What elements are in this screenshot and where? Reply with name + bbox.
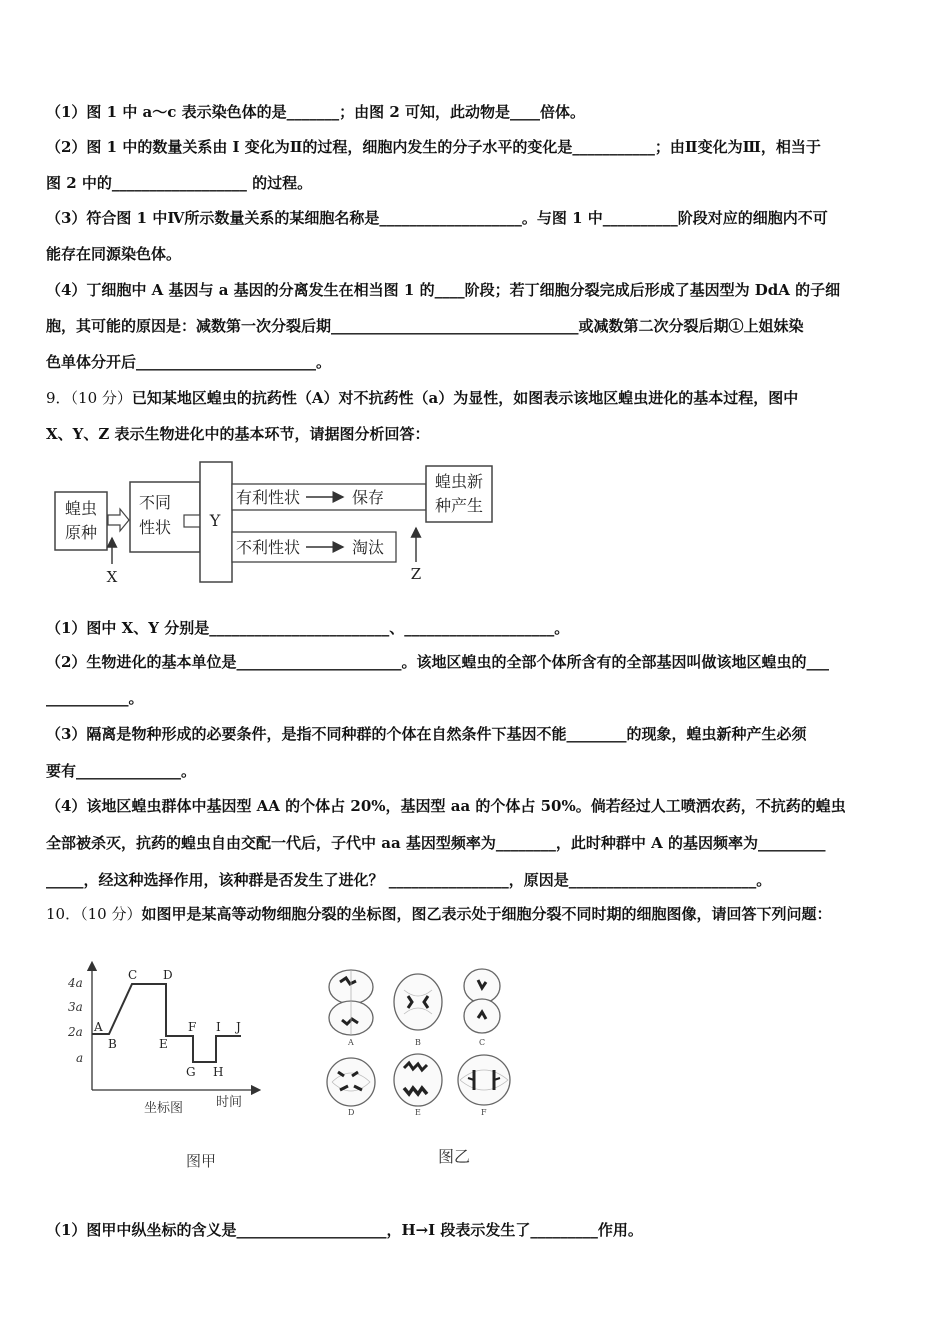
point-e: E	[159, 1037, 168, 1051]
cell-a	[329, 970, 373, 1047]
q9-part2-line2: ___________。	[46, 689, 144, 707]
cell-e-label: E	[415, 1108, 421, 1117]
figure-b-cells	[318, 960, 528, 1175]
point-d: D	[163, 968, 173, 982]
unfavorable-traits: 不利性状	[236, 538, 301, 557]
q8-part4-line3: 色单体分开后________________________。	[46, 353, 332, 371]
cell-d-label: D	[348, 1108, 355, 1117]
cell-c-label: C	[479, 1038, 486, 1047]
box-new-species-line2: 种产生	[434, 496, 484, 515]
box-original-line2: 原种	[64, 523, 98, 542]
point-h: H	[213, 1065, 224, 1079]
box-new-species-line1: 蝗虫新	[434, 472, 484, 491]
point-j: J	[236, 1020, 241, 1034]
q9-score: （10 分）	[70, 389, 132, 407]
keep-label: 保存	[352, 488, 385, 507]
q10-score: （10 分）	[80, 905, 142, 923]
q9-stem-line1	[46, 388, 798, 408]
q8-part4-line2: 胞，其可能的原因是：减数第一次分裂后期_________________________________或减数第二次分裂后期①上姐妹染	[46, 317, 804, 335]
q9-part4-line2: 全部被杀灭，抗药的蝗虫自由交配一代后，子代中 aa 基因型频率为________，此时种群中 A 的基因频率为_________	[46, 834, 826, 852]
figure-b-caption: 图乙	[438, 1147, 471, 1166]
label-z: Z	[410, 565, 422, 583]
q9-part3-line1: （3）隔离是物种形成的必要条件，是指不同种群的个体在自然条件下基因不能________的现象，蝗虫新种产生必须	[46, 725, 807, 743]
q8-part1: （1）图 1 中 a～c 表示染色体的是_______；由图 2 可知，此动物是____倍体。	[46, 103, 585, 121]
q8-part2-line1: （2）图 1 中的数量关系由 I 变化为Ⅱ的过程，细胞内发生的分子水平的变化是___________；由Ⅱ变化为Ⅲ，相当于	[46, 138, 821, 156]
q9-number: 9．	[46, 389, 71, 407]
q9-part4-line1: （4）该地区蝗虫群体中基因型 AA 的个体占 20%，基因型 aa 的个体占 50%。倘若经过人工喷洒农药，不抗药的蝗虫	[46, 797, 846, 815]
box-traits-line1: 不同	[138, 493, 172, 512]
x-axis-label: 时间	[216, 1095, 243, 1110]
point-a: A	[94, 1020, 103, 1034]
figure-a-caption: 图甲	[186, 1152, 217, 1170]
q9-part1: （1）图中 X、Y 分别是________________________、____________________。	[46, 619, 570, 637]
q9-part4-line3: _____，经这种选择作用，该种群是否发生了进化？ ________________，原因是_________________________。	[46, 871, 772, 889]
q10-part1: （1）图甲中纵坐标的含义是____________________，H→I 段表示发生了_________作用。	[46, 1221, 643, 1239]
q9-part2-line1: （2）生物进化的基本单位是______________________。该地区蝗虫的全部个体所含有的全部基因叫做该地区蝗虫的___	[46, 653, 829, 671]
favorable-traits: 有利性状	[236, 488, 301, 507]
evolution-diagram	[50, 458, 500, 586]
q8-part3-line1: （3）符合图 1 中Ⅳ所示数量关系的某细胞名称是___________________。与图 1 中__________阶段对应的细胞内不可	[46, 209, 828, 227]
q10-number: 10．	[46, 905, 81, 923]
graph-subtitle: 坐标图	[144, 1101, 184, 1116]
figure-a-graph	[66, 960, 276, 1175]
q8-part2-line2: 图 2 中的__________________ 的过程。	[46, 174, 313, 192]
q8-part3-line2: 能存在同源染色体。	[46, 245, 182, 263]
y-tick-2a: 2a	[68, 1025, 83, 1039]
cell-c	[464, 969, 500, 1047]
q10-stem	[46, 904, 831, 924]
y-tick-4a: 4a	[68, 976, 83, 990]
q9-stem-text: 已知某地区蝗虫的抗药性（A）对不抗药性（a）为显性，如图表示该地区蝗虫进化的基本过程，图中	[131, 389, 799, 407]
point-i: I	[216, 1020, 221, 1034]
q8-part4-line1: （4）丁细胞中 A 基因与 a 基因的分离发生在相当图 1 的____阶段；若丁细胞分裂完成后形成了基因型为 DdA 的子细	[46, 281, 841, 299]
cell-f	[458, 1055, 510, 1117]
label-x: X	[106, 568, 118, 586]
point-f: F	[188, 1020, 197, 1034]
box-traits-line2: 性状	[138, 518, 172, 537]
box-original-line1: 蝗虫	[64, 499, 98, 518]
q10-stem-text: 如图甲是某高等动物细胞分裂的坐标图，图乙表示处于细胞分裂不同时期的细胞图像，请回答下列问题：	[141, 905, 832, 923]
y-tick-a: a	[76, 1051, 84, 1065]
cell-b-label: B	[415, 1038, 421, 1047]
cell-d	[327, 1058, 375, 1117]
box-y-label: Y	[209, 511, 221, 530]
y-tick-3a: 3a	[68, 1000, 83, 1014]
point-c: C	[128, 968, 138, 982]
point-b: B	[108, 1037, 117, 1051]
cell-f-label: F	[481, 1108, 487, 1117]
hollow-arrow	[108, 509, 129, 531]
cell-e	[394, 1054, 442, 1117]
q9-part3-line2: 要有______________。	[46, 762, 197, 780]
cell-b	[394, 974, 442, 1047]
eliminate-label: 淘汰	[352, 538, 385, 557]
cell-a-label: A	[348, 1038, 354, 1047]
q9-stem-line2: X、Y、Z 表示生物进化中的基本环节，请据图分析回答：	[46, 425, 430, 443]
point-g: G	[186, 1065, 196, 1079]
